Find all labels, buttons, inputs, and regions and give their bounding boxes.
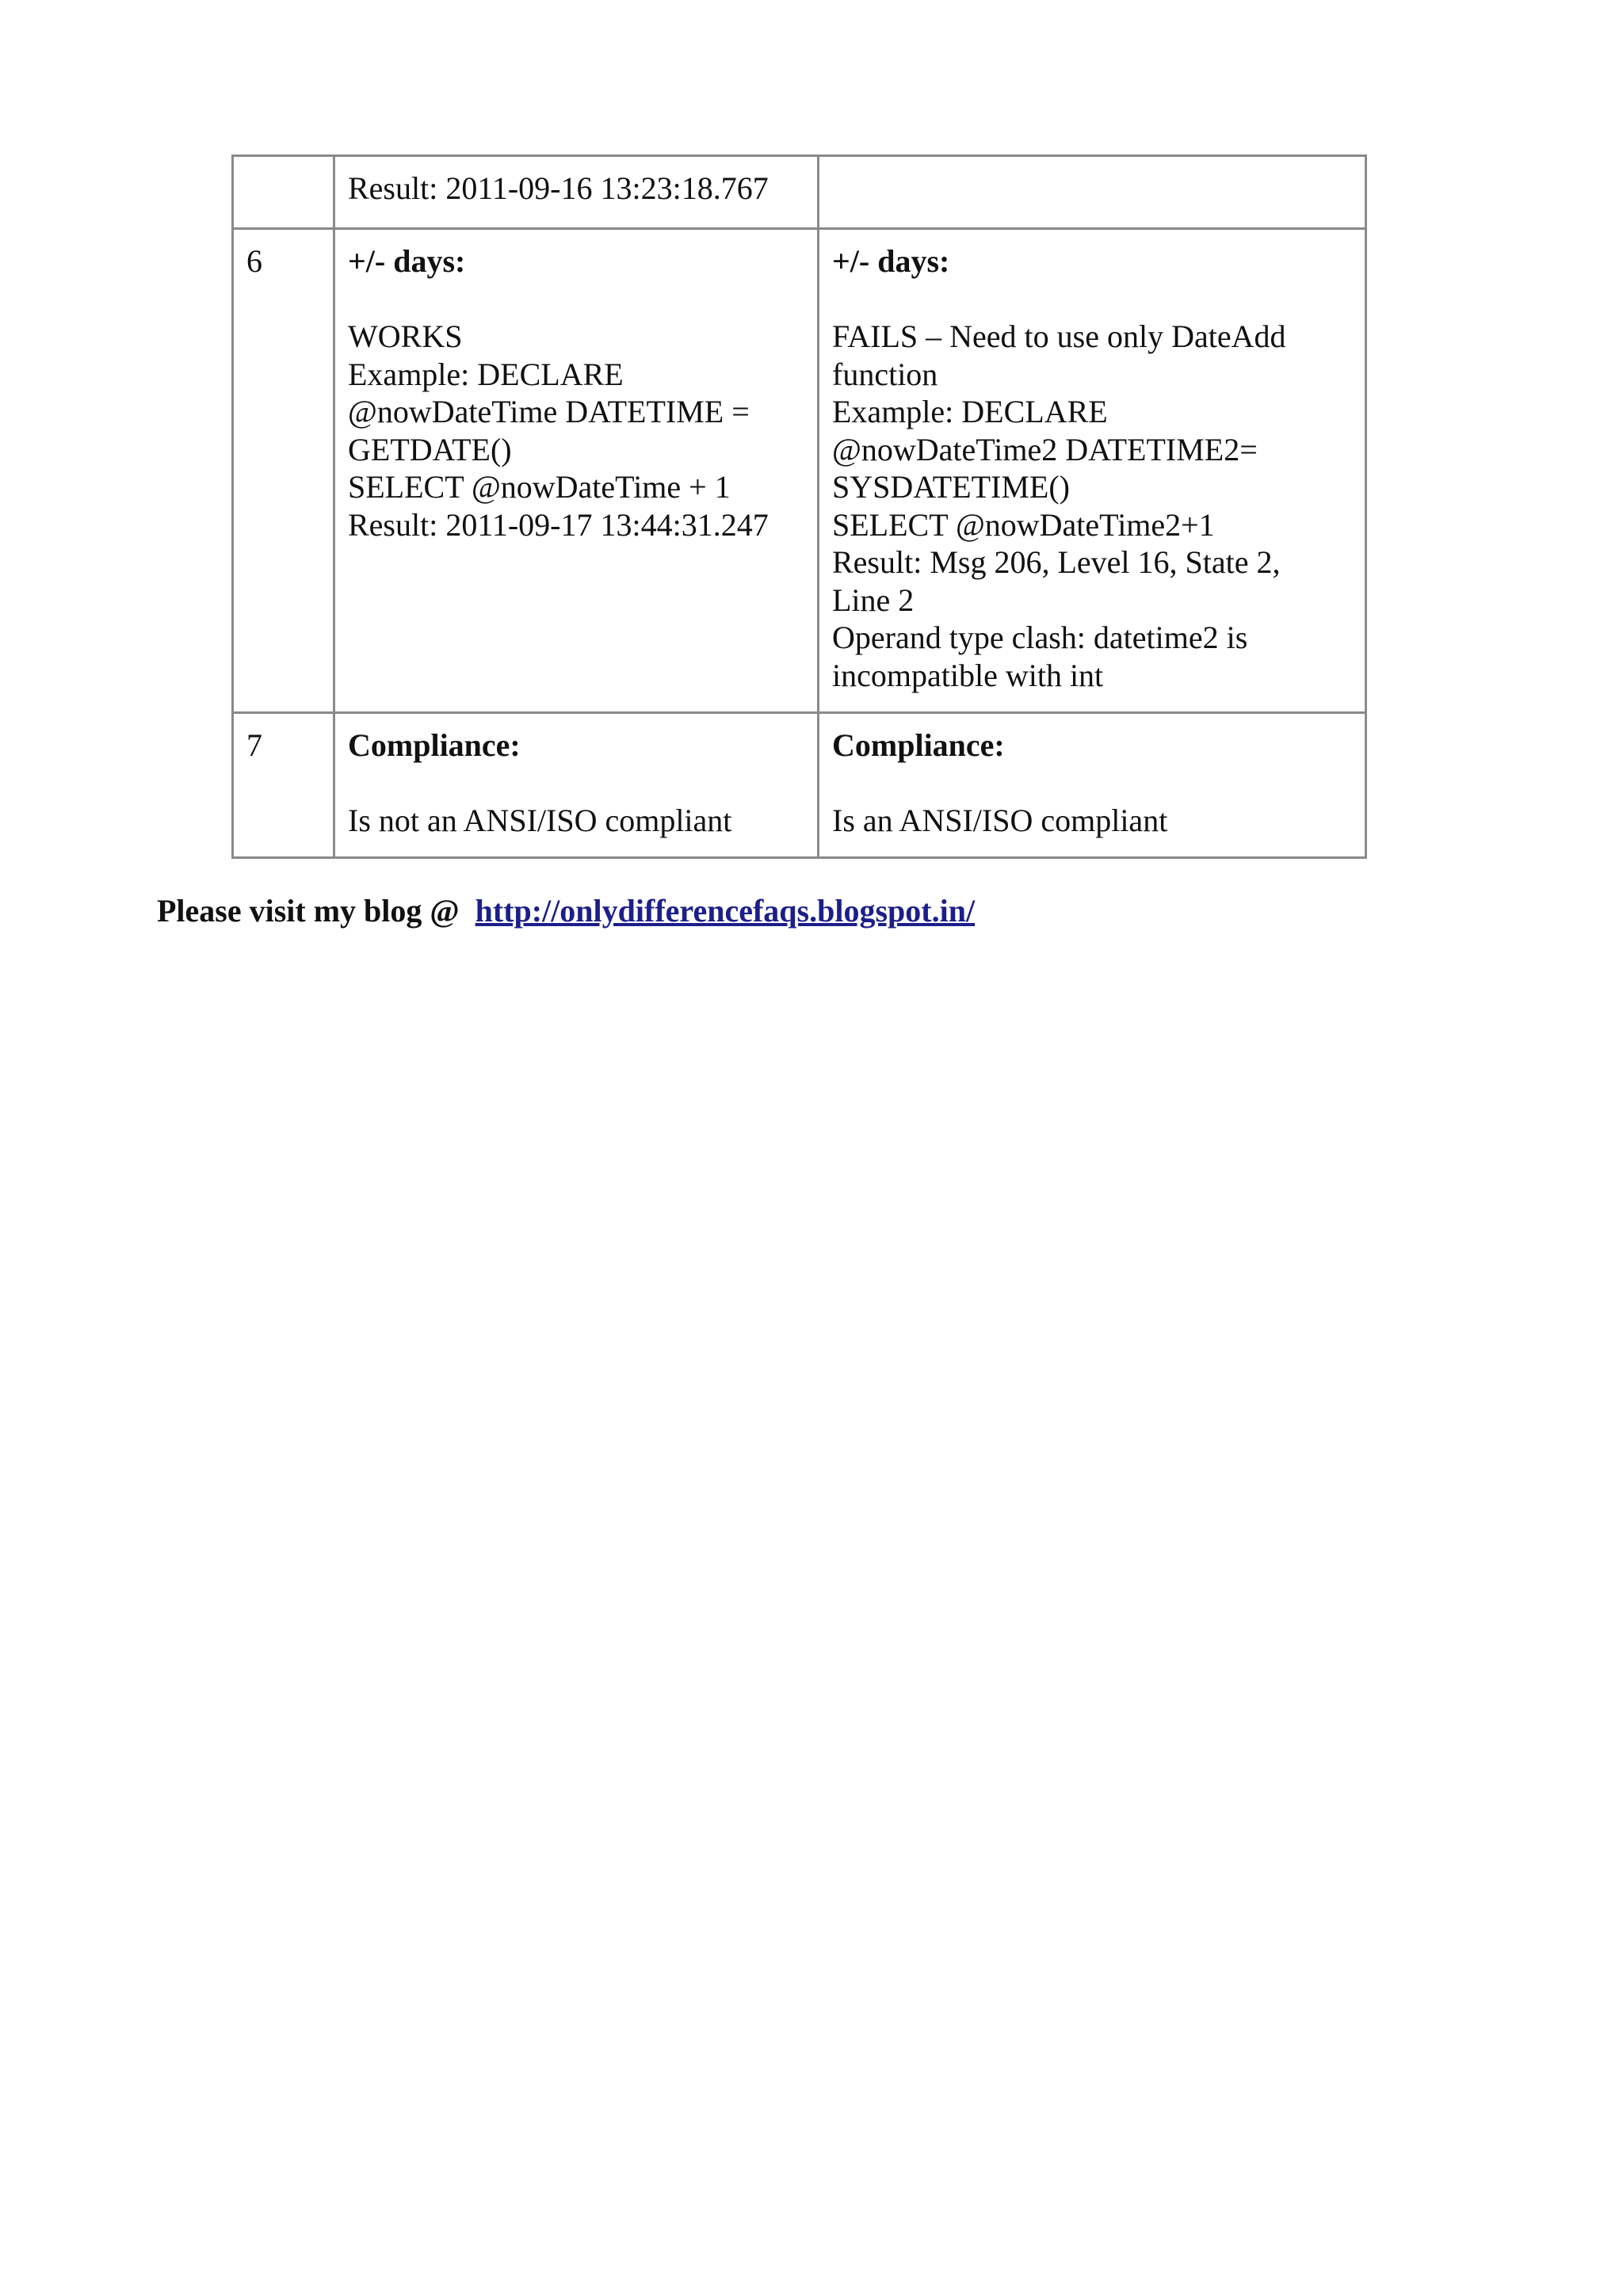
datetime-cell [334, 713, 819, 858]
cell-line: incompatible with int [832, 657, 1104, 693]
cell-line: SYSDATETIME() [832, 469, 1070, 505]
cell-line: Result: 2011-09-16 13:23:18.767 [348, 170, 769, 206]
cell-line: SELECT @nowDateTime2+1 [832, 506, 1215, 543]
datetime2-cell [819, 229, 1366, 713]
cell-heading: +/- days: [832, 243, 950, 279]
datetime2-cell [819, 156, 1366, 229]
cell-line: Operand type clash: datetime2 is [832, 620, 1248, 655]
cell-heading: Compliance: [348, 727, 521, 763]
cell-line: Example: DECLARE [348, 356, 624, 392]
cell-heading: +/- days: [348, 243, 466, 279]
cell-line: Is an ANSI/ISO compliant [832, 803, 1168, 838]
row-number-cell: 6 [233, 229, 334, 713]
cell-line: Example: DECLARE [832, 394, 1108, 429]
blog-footer [157, 892, 975, 929]
table-row [233, 229, 1366, 713]
cell-line: FAILS – Need to use only DateAdd [832, 318, 1286, 354]
comparison-table [231, 154, 1367, 859]
table-row [233, 713, 1366, 858]
cell-line: Result: Msg 206, Level 16, State 2, [832, 544, 1281, 580]
blog-link[interactable]: http://onlydifferencefaqs.blogspot.in/ [475, 893, 976, 929]
cell-line: SELECT @nowDateTime + 1 [348, 469, 731, 505]
cell-line: WORKS [348, 318, 463, 354]
cell-line: Result: 2011-09-17 13:44:31.247 [348, 506, 769, 543]
datetime-cell [334, 229, 819, 713]
row-number-cell: 7 [233, 713, 334, 858]
table-row [233, 156, 1366, 229]
datetime-cell [334, 156, 819, 229]
cell-line: GETDATE() [348, 431, 512, 467]
cell-line: Line 2 [832, 582, 915, 618]
datetime2-cell [819, 713, 1366, 858]
cell-line: @nowDateTime2 DATETIME2= [832, 431, 1258, 467]
row-number-cell [233, 156, 334, 229]
cell-heading: Compliance: [832, 727, 1005, 763]
cell-line: @nowDateTime DATETIME = [348, 394, 750, 429]
cell-line: function [832, 356, 938, 392]
cell-line: Is not an ANSI/ISO compliant [348, 803, 732, 838]
footer-text: Please visit my blog @ [157, 893, 475, 929]
